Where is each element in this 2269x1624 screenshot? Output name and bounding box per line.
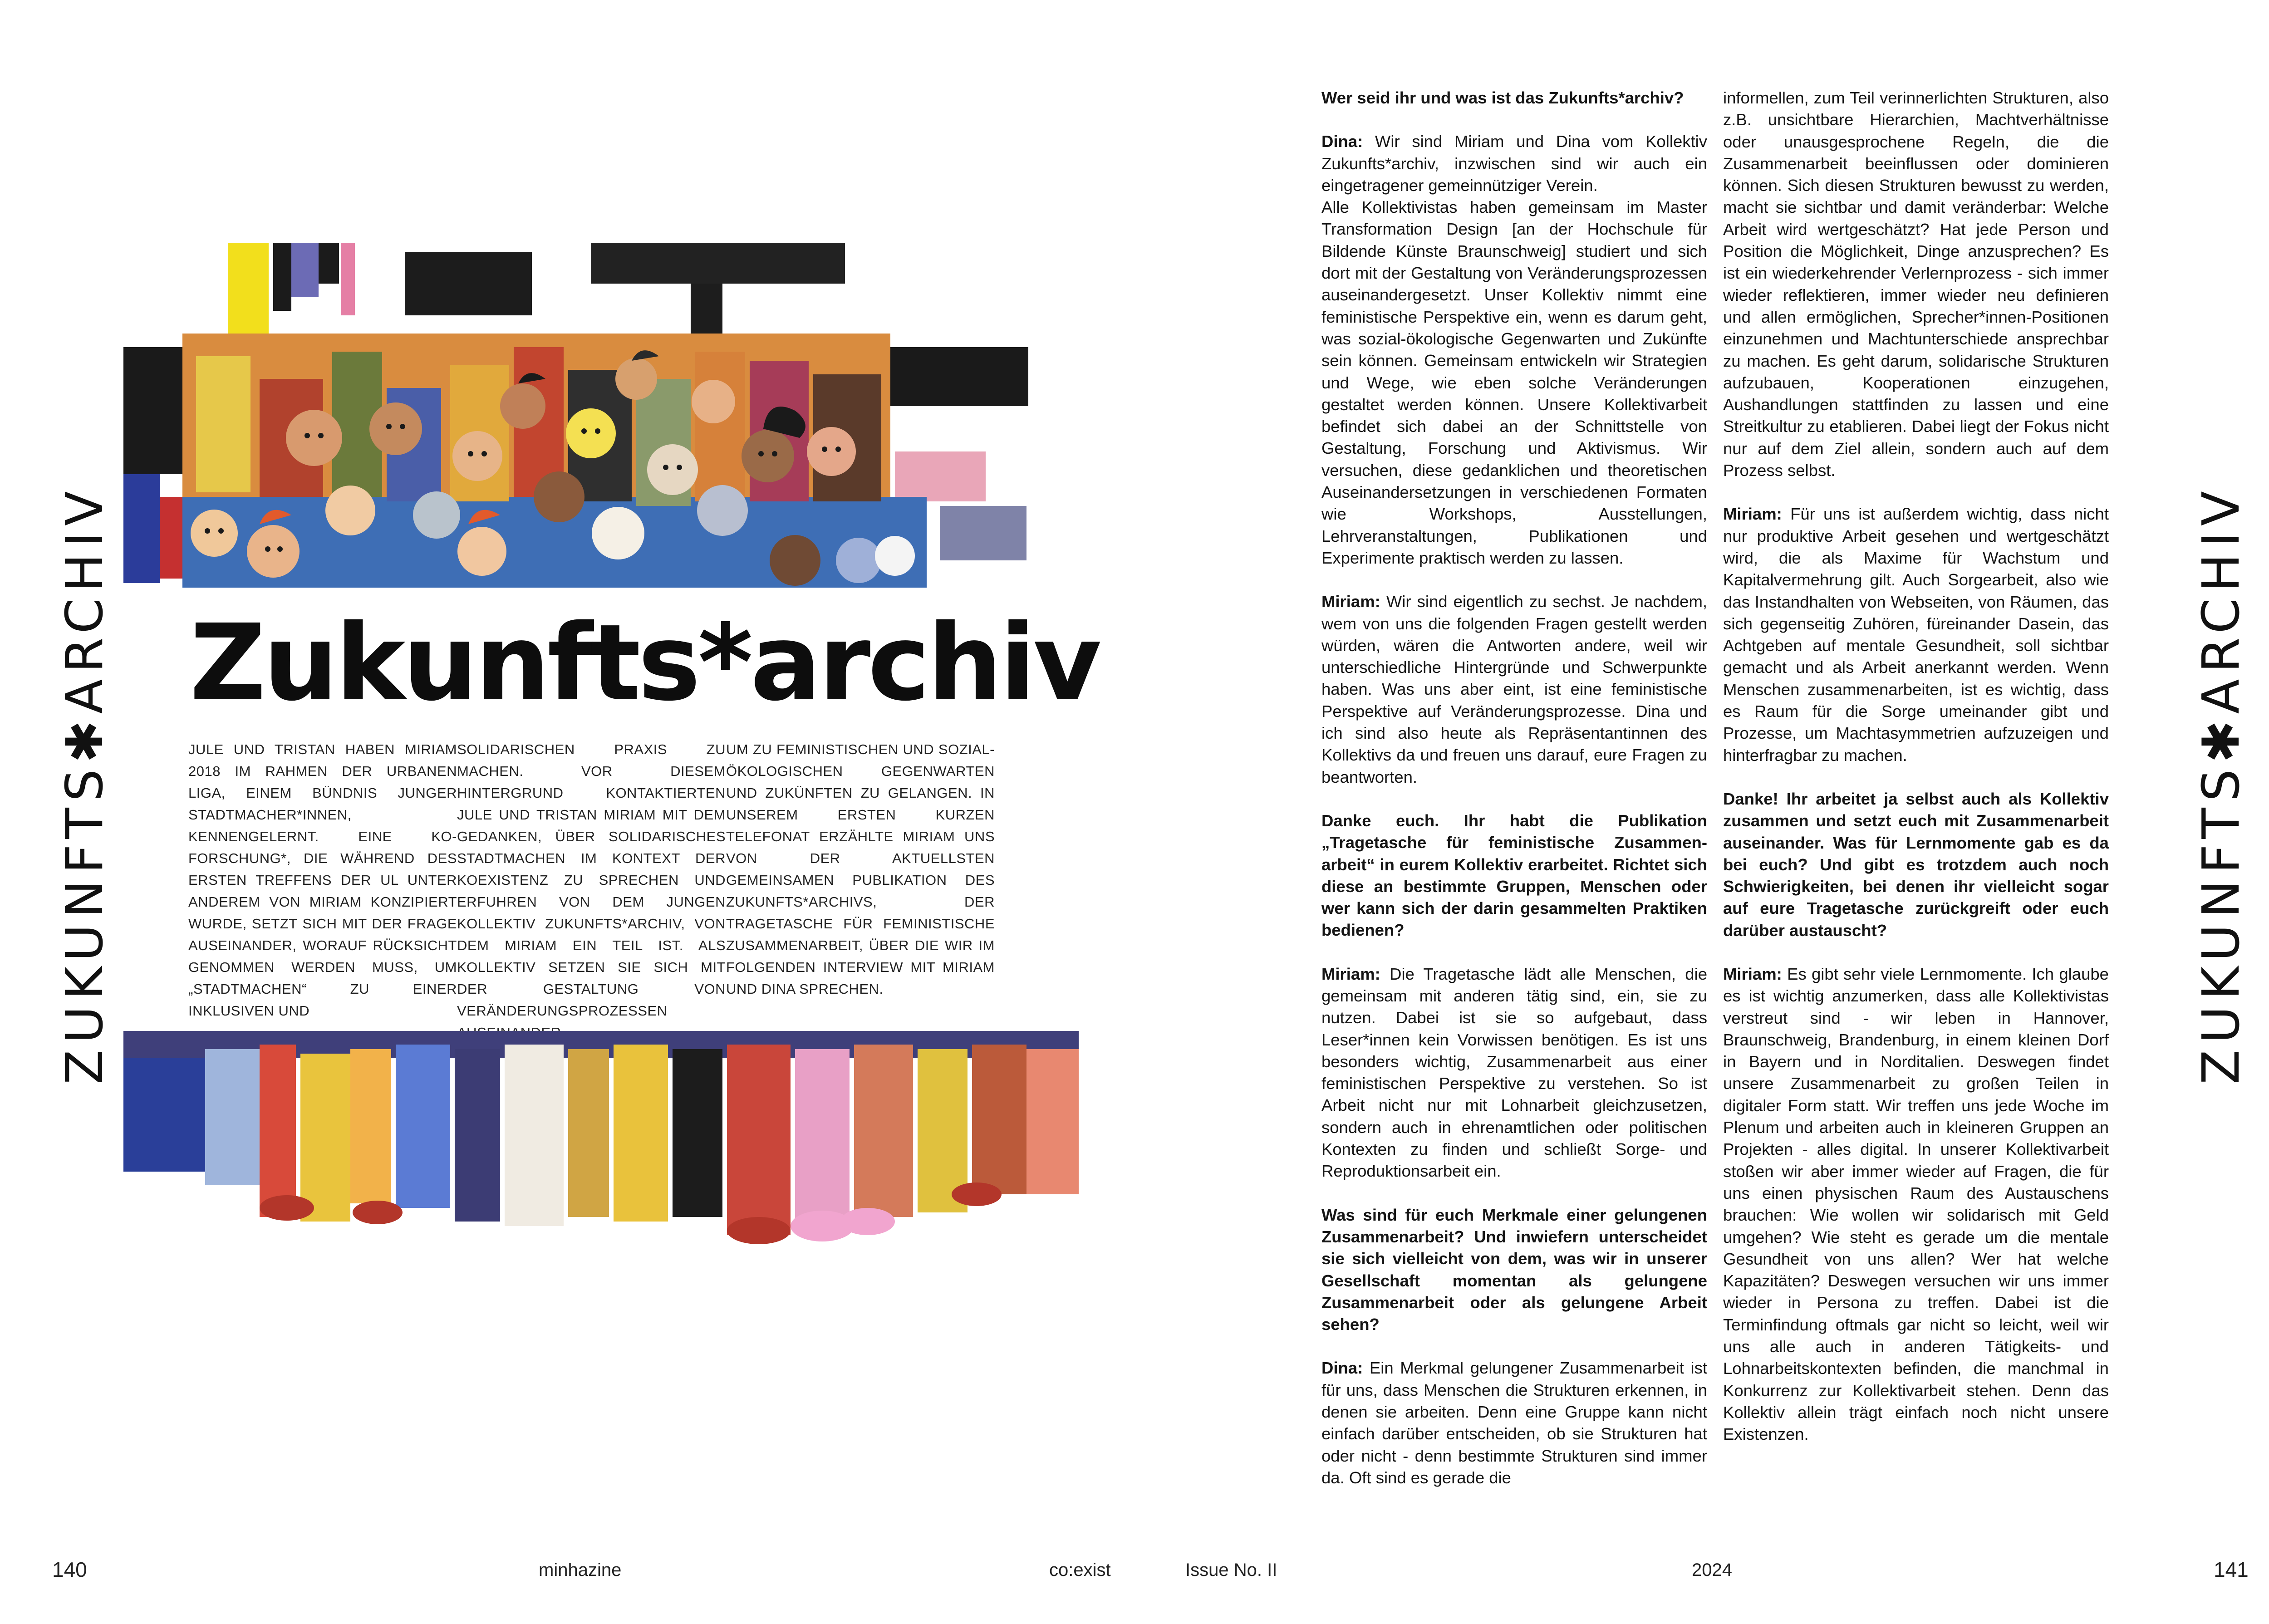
footer-theme: co:exist bbox=[1049, 1560, 1111, 1580]
vertical-title-right: ZUKUNFTS✱ARCHIV bbox=[2192, 485, 2251, 1084]
vertical-title-left: ZUKUNFTS✱ARCHIV bbox=[55, 485, 114, 1084]
speaker-label: Miriam: bbox=[1321, 592, 1380, 611]
answer-text: Ein Merkmal gelungener Zusammenarbeit ist für uns, dass Menschen die Strukturen erkennen, in denen sie arbeiten. Denn eine Gruppe kann nicht einfach darüber entscheiden, ob sie Strukturen hat oder nicht - denn bestimmte Strukturen sind immer da. Oft sind es gerade die bbox=[1321, 1359, 1707, 1487]
page-number-left: 140 bbox=[52, 1558, 87, 1581]
question-3: Was sind für euch Merkmale einer gelungenen Zusammenarbeit? Und inwiefern unterscheidet sie sich vielleicht von dem, was wir in unserer Gesellschaft momentan als gelungene Zusammenarbeit oder als gelungene Arbeit sehen? bbox=[1321, 1205, 1707, 1334]
interview-column-1 bbox=[1321, 87, 1707, 1511]
footer-year: 2024 bbox=[1692, 1560, 1732, 1580]
answer-paragraph bbox=[1723, 963, 2109, 1446]
footer-issue: Issue No. II bbox=[1185, 1560, 1277, 1580]
interview-column-2 bbox=[1723, 87, 2109, 1467]
speaker-label: Dina: bbox=[1321, 1359, 1363, 1378]
main-title: Zukunfts*archiv bbox=[190, 602, 1099, 724]
answer-text: Wir sind eigentlich zu sechst. Je nachdem, wem von uns die folgenden Fragen gestellt werden würden, wären die Antworten andere, weil wir unterschiedliche Hintergründe und Schwerpunkte haben. Was uns aber eint, ist eine feministische Perspektive auf Veränderungsprozesse. Dina und ich sind also heute als Repräsentantinnen des Kollektivs da und freuen uns darauf, eure Fragen zu beantworten. bbox=[1321, 592, 1707, 786]
speaker-label: Miriam: bbox=[1321, 964, 1380, 983]
crowd-illustration-top bbox=[123, 243, 1028, 601]
question-4: Danke! Ihr arbeitet ja selbst auch als Kollektiv zusammen und setzt euch mit Zusammenarbeit auseinander. Was für Lernmomente gab es da bei euch? Und gibt es trotzdem auch noch Schwierigkeiten, bei denen ihr vielleicht sogar auf eure Tragetasche zurückgreift oder euch darüber austauscht? bbox=[1723, 789, 2109, 940]
answer-text: Wir sind Miriam und Dina vom Kollektiv Zukunfts*archiv, inzwischen sind wir auch ein eingetragener gemeinnütziger Verein. Alle Kollektivistas haben gemeinsam im Master Transformation Design [an der Hochschule für Bildende Künste Braunschweig] studiert und sich dort mit der Gestaltung von Veränderungsprozessen auseinandergesetzt. Unser Kollektiv nimmt eine feministische Perspektive ein, wenn es darum geht, was sozial-ökologische Gegenwarten und Zukünfte sein können. Gemeinsam entwickeln wir Strategien und Wege, wie eben solche Veränderungen gestaltet werden können. Unsere Kollektivarbeit befindet sich dabei an der Schnittstelle von Gestaltung, Forschung und Aktivismus. Wir versuchen, diese gedanklichen und theoretischen Auseinandersetzungen in verschiedenen Formaten wie Workshops, Ausstellungen, Lehrveranstaltungen, Publikationen und Experimente praktisch werden zu lassen. bbox=[1321, 132, 1707, 567]
question-1: Wer seid ihr und was ist das Zukunfts*archiv? bbox=[1321, 88, 1684, 107]
illustration-figures-icon bbox=[123, 243, 1028, 601]
answer-paragraph bbox=[1321, 131, 1707, 569]
speaker-label: Miriam: bbox=[1723, 505, 1782, 524]
question-2: Danke euch. Ihr habt die Publikation „Tragetasche für feministische Zusammen- arbeit“ in eurem Kollektiv erarbeitet. Richtet sich diese an bestimmte Gruppen, Menschen oder wer kann sich der darin gesammelten Praktiken bedienen? bbox=[1321, 811, 1707, 940]
intro-column-3: UM ZU FEMINISTISCHEN UND SOZIAL-ÖKOLOGISCHEN GEGENWARTEN UND ZUKÜNFTEN ZU GELANGEN. IN UNSEREM ERSTEN KURZEN TELEFONAT ERZÄHLTE MIRIAM UNS VON DER AKTUELLSTEN GEMEINSAMEN PUBLIKATION DES ZUKUNFTS*ARCHIVS, DER TRAGETASCHE FÜR FEMINISTISCHE ZUSAMMENARBEIT, ÜBER DIE WIR IM FOLGENDEN INTERVIEW MIT MIRIAM UND DINA SPRECHEN. bbox=[726, 741, 995, 997]
answer-paragraph bbox=[1723, 503, 2109, 766]
answer-text: Es gibt sehr viele Lernmomente. Ich glaube es ist wichtig anzumerken, dass alle Kollektivistas verstreut sind - wir leben in Hannover, Braunschweig, Brandenburg, in einem kleinen Dorf in Bayern und in Norditalien. Deswegen findet unsere Zusammenarbeit zu großen Teilen in digitaler Form statt. Wir treffen uns jede Woche im Plenum und arbeiten auch in kleineren Gruppen an Projekten - alles digital. In unserer Kollektivarbeit stoßen wir aber immer wieder auf Fragen, die für uns einen physischen Raum des Austauschens brauchen: Wie wollen wir solidarisch mit Geld umgehen? Wie steht es gerade um die mentale Gesundheit von uns allen? Wer hat welche Kapazitäten? Deswegen versuchen wir uns immer wieder in Persona zu treffen. Dabei ist die Terminfindung oftmals gar nicht so leicht, weil wir uns alle auch in anderen Tätigkeits- und Lohnarbeitskontexten befinden, die manchmal in Konkurrenz zur Kollektivarbeit stehen. Denn das Kollektiv allein trägt einfach noch nicht unsere Existenzen. bbox=[1723, 964, 2109, 1444]
crowd-illustration-bottom bbox=[123, 1031, 1079, 1258]
answer-paragraph bbox=[1321, 591, 1707, 788]
answer-paragraph bbox=[1321, 1357, 1707, 1489]
answer-text: Für uns ist außerdem wichtig, dass nicht nur produktive Arbeit gesehen und wertgeschätzt wird, die als Maxime für Wachstum und Kapitalvermehrung gilt. Auch Sorgearbeit, also wie das Instandhalten von Webseiten, von Räumen, das sich gegenseitig Zuhören, füreinander Dasein, das Achtgeben auf mentale Gesundheit, soll sichtbar gemacht und als Arbeit anerkannt werden. Wenn Menschen zusammenarbeiten, ist es wichtig, dass es Raum für die Sorge umeinander gibt und Prozesse, um Machtasymmetrien aufzuzeigen und hinterfragbar zu machen. bbox=[1723, 505, 2109, 765]
intro-column-1: JULE UND TRISTAN HABEN MIRIAM 2018 IM RAHMEN DER URBANEN LIGA, EINEM BÜNDNIS JUNGER STADTMACHER*INNEN, KENNENGELERNT. EINE KO-FORSCHUNG*, DIE WÄHREND DES ERSTEN TREFFENS DER UL UNTER ANDEREM VON MIRIAM KONZIPIERT WURDE, SETZT SICH MIT DER FRAGE AUSEINANDER, WORAUF RÜCKSICHT GENOMMEN WERDEN MUSS, UM „STADTMACHEN“ ZU EINER INKLUSIVEN UND bbox=[188, 741, 457, 1019]
answer-text: Die Tragetasche lädt alle Menschen, die gemeinsam mit anderen tätig sind, ein, sie zu nutzen. Dabei ist sie so aufgebaut, dass Leser*innen kein Vorwissen benötigen. Es ist uns besonders wichtig, Zusammenarbeit aus einer feministischen Perspektive zu verstehen. So ist Arbeit nicht nur mit Lohnarbeit gleichzusetzen, sondern auch in ehrenamtlichen oder politischen Kontexten zu finden und schließt Sorge- und Reproduktionsarbeit ein. bbox=[1321, 964, 1707, 1181]
footer-magazine: minhazine bbox=[539, 1560, 622, 1580]
answer-text: informellen, zum Teil verinnerlichten Strukturen, also z.B. unsichtbare Hierarchien, Machtverhältnisse oder unausgesprochene Regeln, die die Zusammenarbeit beeinflussen oder dominieren können. Sich diesen Strukturen bewusst zu werden, macht sie sichtbar und damit veränderbar: Welche Arbeit wird wertgeschätzt? Hat jede Person und Position die Möglichkeit, Dinge anzusprechen? Es ist ein wiederkehrender Verlernprozess - sich immer wieder reflektieren, immer wieder neu definieren und allen ermöglichen, Sprecher*innen-Positionen einzunehmen und Machtunterschiede ansprechbar zu machen. Es geht darum, solidarische Strukturen aufzubauen, Kooperationen einzugehen, Aushandlungen stattfinden zu lassen und eine Streitkultur zu etablieren. Dabei liegt der Fokus nicht nur auf dem Ziel allein, sondern auch auf dem Prozess selbst. bbox=[1723, 88, 2109, 480]
answer-paragraph bbox=[1321, 963, 1707, 1182]
page-number-right: 141 bbox=[2214, 1558, 2249, 1581]
answer-paragraph bbox=[1723, 87, 2109, 481]
speaker-label: Dina: bbox=[1321, 132, 1363, 151]
illustration-legs-icon bbox=[123, 1031, 1079, 1258]
speaker-label: Miriam: bbox=[1723, 964, 1782, 983]
intro-column-2: SOLIDARISCHEN PRAXIS ZU MACHEN. VOR DIESEM HINTERGRUND KONTAKTIERTEN JULE UND TRISTAN MIRIAM MIT DEM GEDANKEN, ÜBER SOLIDARISCHES STADTMACHEN IM KONTEXT DER KOEXISTENZ ZU SPRECHEN UND ERFUHREN VON DEM JUNGEN KOLLEKTIV ZUKUNFTS*ARCHIV, VON DEM MIRIAM EIN TEIL IST. ALS KOLLEKTIV SETZEN SIE SICH MIT DER GESTALTUNG VON VERÄNDERUNGSPROZESSEN bbox=[457, 741, 726, 1019]
